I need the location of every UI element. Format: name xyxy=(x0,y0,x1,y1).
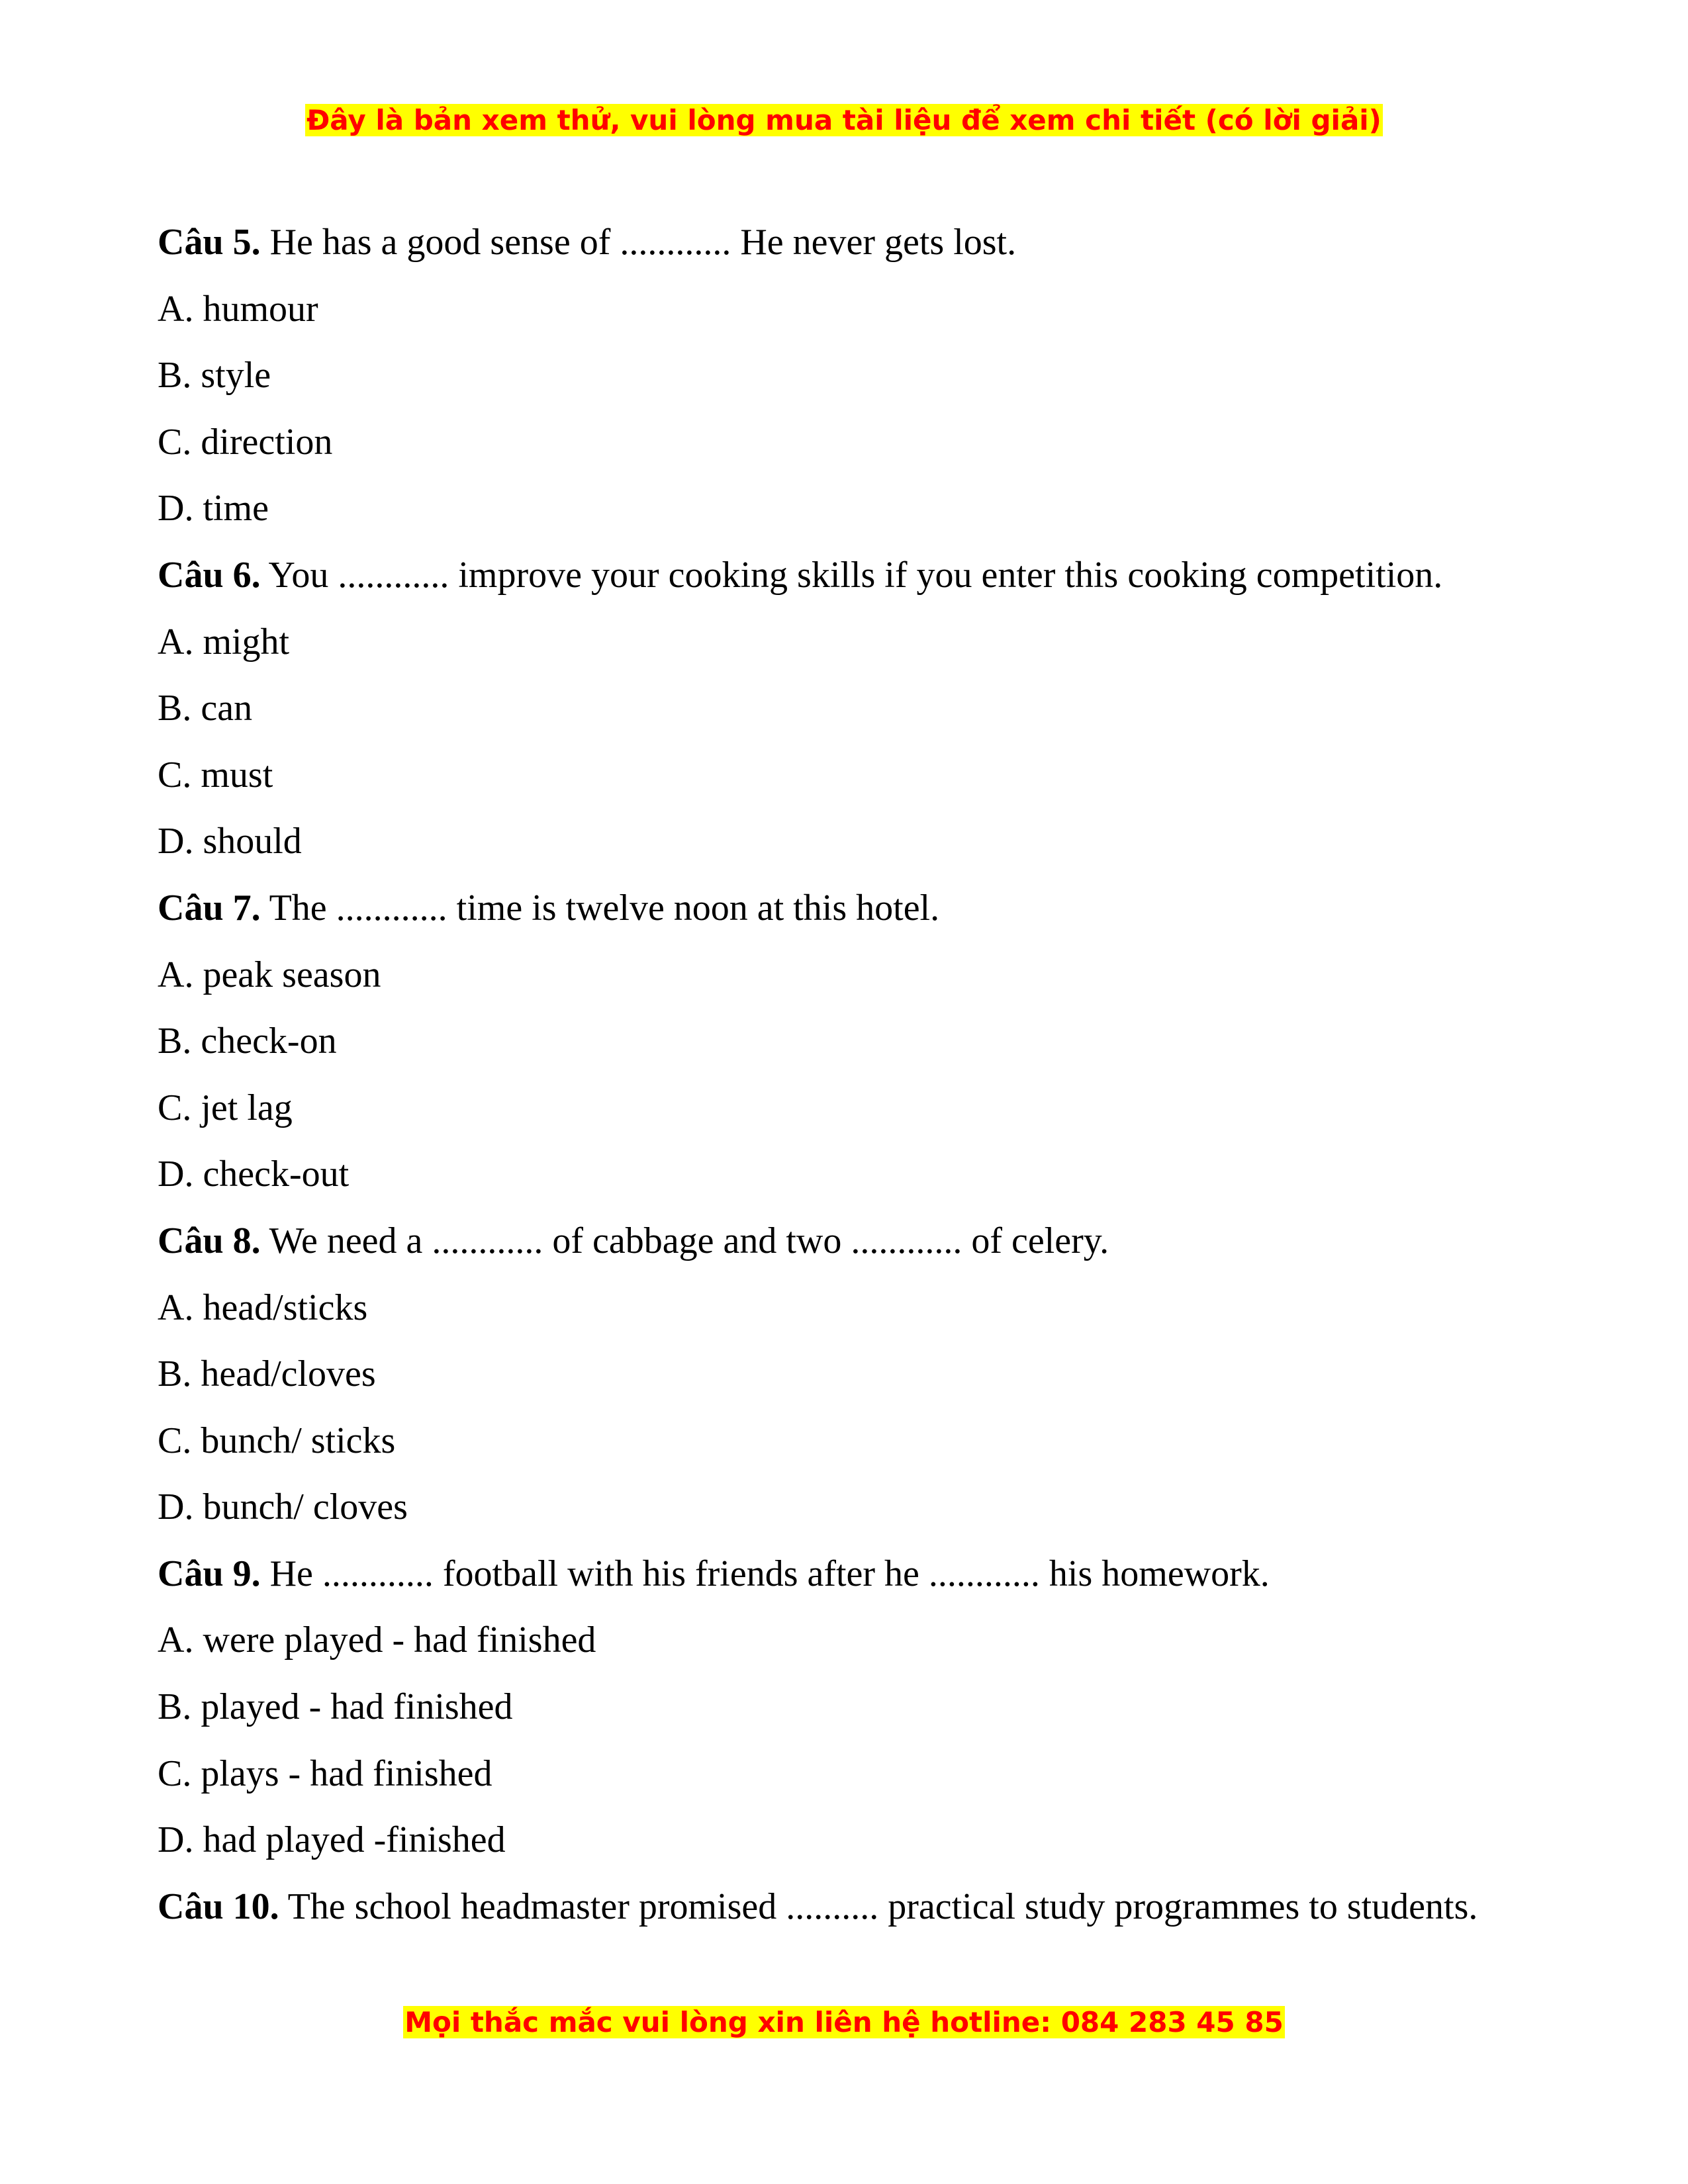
question-number: Câu 7. xyxy=(158,887,261,929)
question-text: The school headmaster promised .......... practical study programmes to students. xyxy=(287,1886,1478,1927)
question-number: Câu 10. xyxy=(158,1886,279,1927)
question-number: Câu 8. xyxy=(158,1220,261,1261)
question-number: Câu 5. xyxy=(158,222,261,263)
question-text: He has a good sense of ............ He never gets lost. xyxy=(269,222,1017,263)
option-b: B. head/cloves xyxy=(158,1353,376,1395)
option-c: C. bunch/ sticks xyxy=(158,1420,396,1461)
question-number: Câu 6. xyxy=(158,554,261,596)
option-c: C. plays - had finished xyxy=(158,1752,492,1794)
question-text: You ............ improve your cooking skills if you enter this cooking competition. xyxy=(268,554,1443,596)
question-5 xyxy=(158,209,1529,276)
option-a: A. might xyxy=(158,621,290,662)
question-list xyxy=(158,209,1529,1940)
option-b: B. style xyxy=(158,355,271,396)
option-a: A. humour xyxy=(158,288,318,330)
option-c: C. must xyxy=(158,754,273,796)
question-7 xyxy=(158,875,1529,942)
option-d: D. should xyxy=(158,821,302,862)
preview-notice-text: Đây là bản xem thử, vui lòng mua tài liệu để xem chi tiết (có lời giải) xyxy=(306,104,1382,136)
option-c: C. jet lag xyxy=(158,1087,293,1128)
option-b: B. can xyxy=(158,688,253,729)
option-b: B. check-on xyxy=(158,1021,337,1062)
question-number: Câu 9. xyxy=(158,1553,261,1594)
option-d: D. bunch/ cloves xyxy=(158,1486,408,1528)
hotline-banner xyxy=(0,2004,1688,2041)
option-a: A. head/sticks xyxy=(158,1287,368,1328)
option-c: C. direction xyxy=(158,421,333,463)
question-10 xyxy=(158,1874,1529,1940)
question-text: We need a ............ of cabbage and two ............ of celery. xyxy=(269,1220,1109,1261)
option-d: D. time xyxy=(158,488,269,529)
hotline-text: Mọi thắc mắc vui lòng xin liên hệ hotline: 084 283 45 85 xyxy=(404,2006,1284,2038)
option-a: A. peak season xyxy=(158,954,381,995)
question-6 xyxy=(158,542,1529,609)
preview-notice-banner xyxy=(0,102,1688,139)
option-d: D. check-out xyxy=(158,1154,350,1195)
option-b: B. played - had finished xyxy=(158,1686,513,1728)
question-text: The ............ time is twelve noon at this hotel. xyxy=(269,887,940,929)
question-text: He ............ football with his friends after he ............ his homework. xyxy=(269,1553,1270,1594)
option-d: D. had played -finished xyxy=(158,1819,506,1861)
question-9 xyxy=(158,1541,1529,1608)
question-8 xyxy=(158,1208,1529,1275)
option-a: A. were played - had finished xyxy=(158,1619,596,1661)
